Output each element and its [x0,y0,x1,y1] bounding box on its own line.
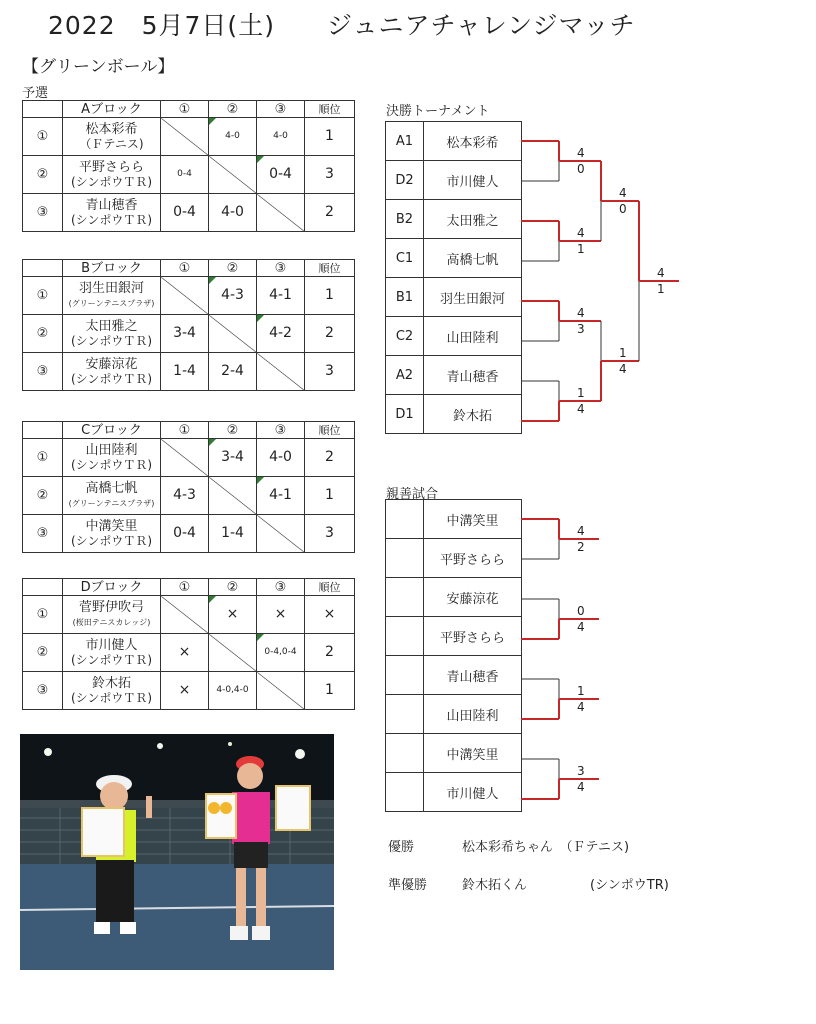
column-header: ① [161,101,209,118]
player-name: 中溝笑里 [424,500,522,539]
player-name: 安藤涼花 [424,578,522,617]
friendly-score-bottom: 4 [577,620,585,634]
runnerup-club: (シンポウTR) [590,878,669,893]
player-name: 青山穂香 [85,197,138,213]
score-cell: 0-4 [161,194,209,232]
column-header: 順位 [305,260,355,277]
player-name: 平野さらら [424,617,522,656]
column-header: ② [209,422,257,439]
score-cell: 4-3 [209,277,257,315]
row-number: ② [23,156,63,194]
column-header: 順位 [305,579,355,596]
group-name: Cブロック [63,422,161,439]
column-header: ③ [257,260,305,277]
seed-label: D1 [386,395,424,434]
player-name: 太田雅之 [85,318,138,334]
player-name: 市川健人 [85,637,138,653]
group-name: Dブロック [63,579,161,596]
row-number: ③ [23,353,63,391]
player-name: 市川健人 [424,773,522,812]
rank-cell: 1 [305,118,355,156]
friendly-score-top: 1 [577,684,585,698]
seed-label: C1 [386,239,424,278]
group-name: Aブロック [63,101,161,118]
row-number: ① [23,118,63,156]
r1-score-bottom: 3 [577,322,585,336]
rank-cell: 2 [305,439,355,477]
player-name: 山田陸利 [424,695,522,734]
player-club: (グリーンテニスプラザ) [68,498,155,508]
player-name: 太田雅之 [424,200,522,239]
player-name: 平野さらら [424,539,522,578]
tournament-label: 決勝トーナメント [386,104,490,119]
player-club: (シンポウＴＲ) [70,652,153,667]
row-number: ① [23,277,63,315]
row-number: ③ [23,515,63,553]
row-number: ① [23,596,63,634]
rank-cell: 2 [305,634,355,672]
player-name: 高橋七帆 [424,239,522,278]
score-cell: 4-0,4-0 [209,672,257,710]
score-cell: 0-4 [161,515,209,553]
rank-cell: × [305,596,355,634]
rank-cell: 3 [305,353,355,391]
runnerup-label: 準優勝 [388,878,428,893]
row-number: ② [23,315,63,353]
player-name: 山田陸利 [85,442,138,458]
row-number: ② [23,634,63,672]
player-club: (シンポウＴＲ) [70,457,153,472]
r1-score-top: 4 [577,146,585,160]
rank-cell: 1 [305,477,355,515]
rank-cell: 3 [305,515,355,553]
player-club: (グリーンテニスプラザ) [68,298,155,308]
seed-label: C2 [386,317,424,356]
player-club: (シンポウＴＲ) [70,174,153,189]
seed-label: D2 [386,161,424,200]
runnerup-name: 鈴木拓くん [462,878,528,893]
player-name: 中溝笑里 [424,734,522,773]
player-name: 平野さらら [78,159,144,175]
row-number: ① [23,439,63,477]
friendly-label: 親善試合 [386,487,439,502]
r1-score-bottom: 1 [577,242,585,256]
column-header: ① [161,579,209,596]
rank-cell: 2 [305,194,355,232]
player-club: (シンポウＴＲ) [70,533,153,548]
player-club: (シンポウＴＲ) [70,333,153,348]
row-number: ② [23,477,63,515]
player-name: 鈴木拓 [91,675,131,691]
row-number: ③ [23,194,63,232]
column-header: 順位 [305,101,355,118]
column-header: ② [209,260,257,277]
score-cell: × [161,672,209,710]
friendly-score-top: 4 [577,524,585,538]
page-title: 2022 5月7日(土) ジュニアチャレンジマッチ [48,11,636,40]
player-name: 青山穂香 [424,356,522,395]
player-name: 高橋七帆 [85,480,138,496]
r1-score-top: 4 [577,306,585,320]
player-name: 安藤涼花 [85,356,138,372]
column-header: ② [209,101,257,118]
player-club: （Ｆテニス) [79,136,144,151]
player-name: 山田陸利 [424,317,522,356]
seed-label: A2 [386,356,424,395]
group-name: Bブロック [63,260,161,277]
r2-score-bottom: 0 [619,202,627,216]
row-number: ③ [23,672,63,710]
player-name: 市川健人 [424,161,522,200]
friendly-score-bottom: 2 [577,540,585,554]
rank-cell: 1 [305,672,355,710]
score-cell: 0-4,0-4 [257,634,305,672]
score-cell: 3-4 [161,315,209,353]
score-cell: × [209,596,257,634]
score-cell: × [257,596,305,634]
friendly-score-bottom: 4 [577,780,585,794]
r1-score-bottom: 0 [577,162,585,176]
winner-text: 松本彩希ちゃん （Ｆテニス) [462,840,630,855]
r2-score-top: 1 [619,346,627,360]
r1-score-bottom: 4 [577,402,585,416]
score-cell: 4-2 [257,315,305,353]
score-cell: 1-4 [161,353,209,391]
seed-label: B2 [386,200,424,239]
player-club: (シンポウＴＲ) [70,371,153,386]
rank-cell: 2 [305,315,355,353]
column-header: ③ [257,101,305,118]
player-name: 羽生田銀河 [78,280,144,296]
seed-label: B1 [386,278,424,317]
r1-score-top: 4 [577,226,585,240]
section-heading: 【グリーンボール】 [22,57,175,77]
player-club: (シンポウＴＲ) [70,212,153,227]
column-header: ① [161,260,209,277]
r1-score-top: 1 [577,386,585,400]
friendly-score-top: 3 [577,764,585,778]
winners-photo [20,734,334,970]
final-score-top: 4 [657,266,665,280]
player-name: 松本彩希 [85,121,138,137]
score-cell: 4-1 [257,277,305,315]
player-club: (シンポウＴＲ) [70,690,153,705]
score-cell: 1-4 [209,515,257,553]
column-header: 順位 [305,422,355,439]
r2-score-top: 4 [619,186,627,200]
column-header: ③ [257,579,305,596]
score-cell: 0-4 [161,156,209,194]
rank-cell: 3 [305,156,355,194]
player-club: (桜田テニスカレッジ) [72,617,151,627]
score-cell: 4-0 [209,118,257,156]
r2-score-bottom: 4 [619,362,627,376]
prelim-label: 予選 [22,86,49,101]
friendly-score-top: 0 [577,604,585,618]
player-name: 青山穂香 [424,656,522,695]
seed-label: A1 [386,122,424,161]
rank-cell: 1 [305,277,355,315]
score-cell: 4-0 [257,439,305,477]
column-header: ② [209,579,257,596]
column-header: ③ [257,422,305,439]
final-score-bottom: 1 [657,282,665,296]
score-cell: 4-1 [257,477,305,515]
score-cell: 2-4 [209,353,257,391]
score-cell: 4-0 [257,118,305,156]
player-name: 菅野伊吹弓 [78,599,144,615]
score-cell: 0-4 [257,156,305,194]
player-name: 羽生田銀河 [424,278,522,317]
player-name: 松本彩希 [424,122,522,161]
column-header: ① [161,422,209,439]
player-name: 鈴木拓 [424,395,522,434]
winner-label: 優勝 [388,840,415,855]
score-cell: 3-4 [209,439,257,477]
friendly-score-bottom: 4 [577,700,585,714]
score-cell: 4-3 [161,477,209,515]
score-cell: × [161,634,209,672]
score-cell: 4-0 [209,194,257,232]
player-name: 中溝笑里 [85,518,138,534]
